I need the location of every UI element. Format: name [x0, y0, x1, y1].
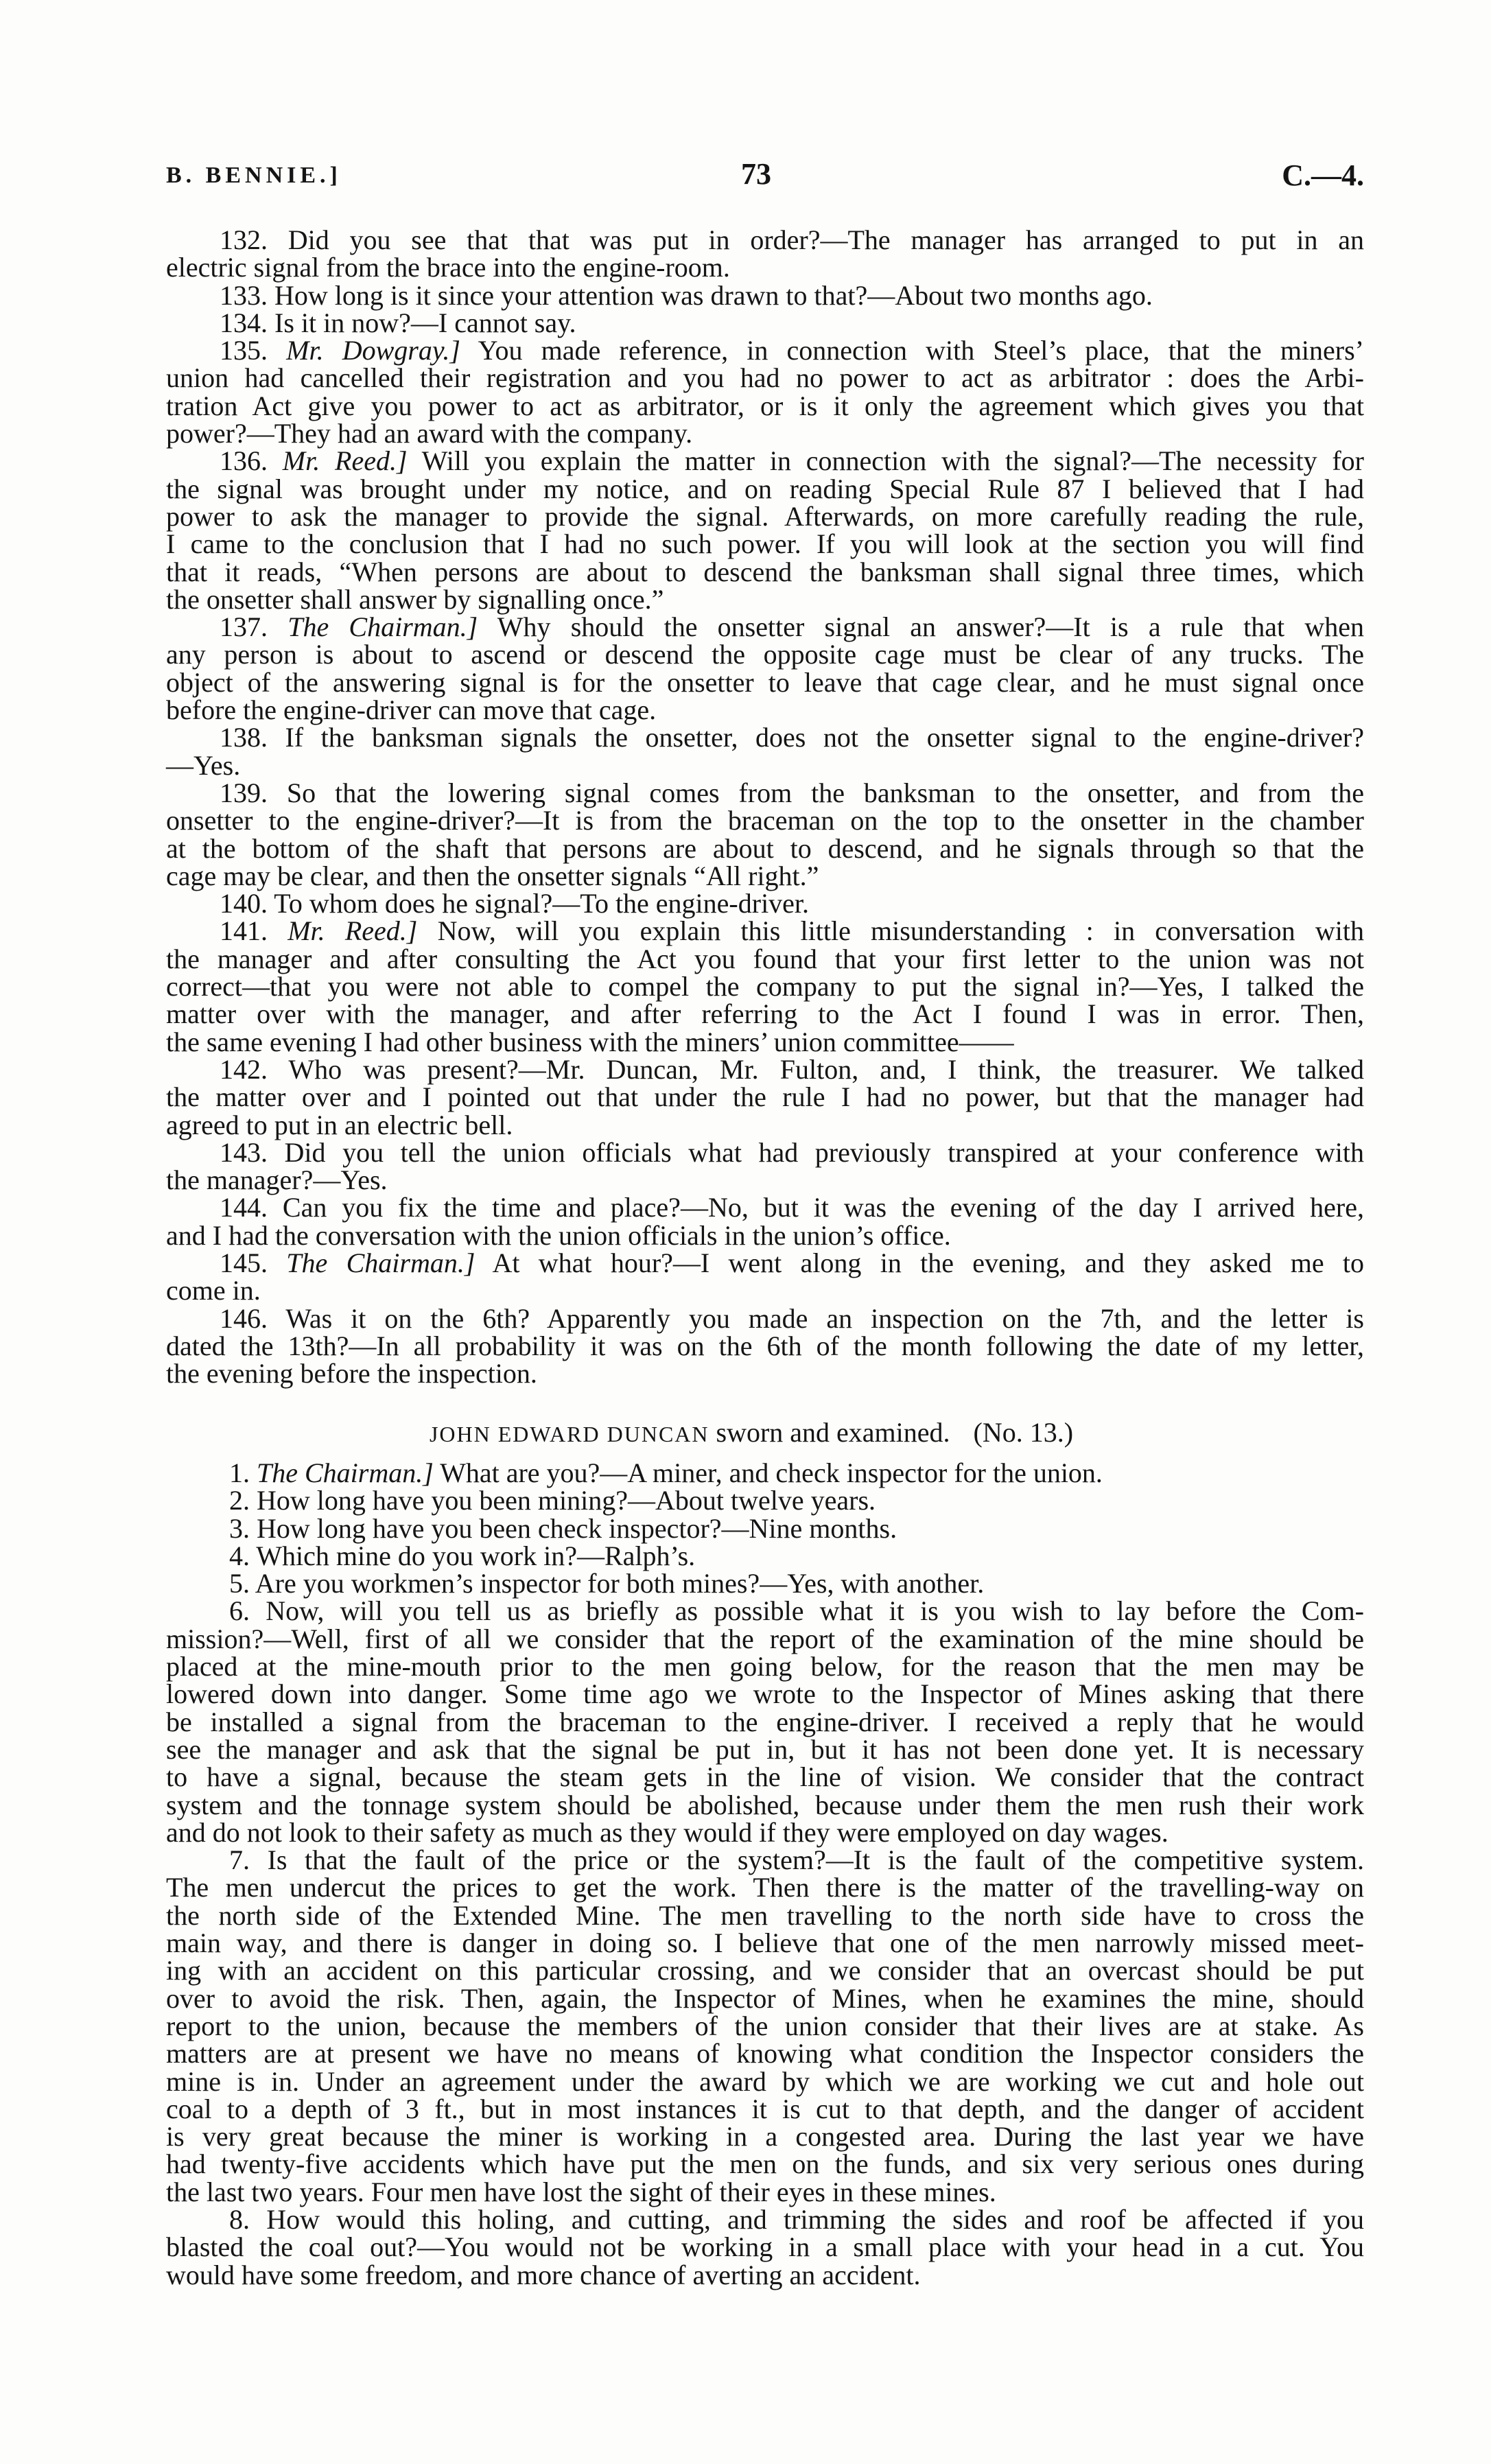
paragraph-number: 146.	[220, 1302, 268, 1334]
paragraph-number: 2.	[229, 1485, 250, 1516]
text-line	[166, 1597, 1364, 1625]
line-text: onsetter to the engine-driver?—It is from the braceman on the top to the onsetter in the chamber	[166, 805, 1364, 836]
line-text: Did you tell the union officials what had previously transpired at your conference with	[284, 1136, 1365, 1168]
paragraph-137	[166, 613, 1364, 724]
paragraph-143	[166, 1136, 1365, 1196]
paragraph-5	[166, 1570, 1364, 1597]
line-text: cage may be clear, and then the onsetter signals “All right.”	[166, 860, 819, 891]
paragraph-133	[166, 279, 1364, 311]
line-text: agreed to put in an electric bell.	[166, 1109, 513, 1140]
line-text: matters are at present we have no means of knowing what condition the Inspector considers the	[166, 2038, 1364, 2069]
text-line	[166, 917, 1364, 945]
line-text: Who was present?—Mr. Duncan, Mr. Fulton, and, I think, the treasurer. We talked	[288, 1053, 1364, 1085]
line-text: Can you fix the time and place?—No, but it was the evening of the day I arrived here,	[282, 1192, 1365, 1223]
text-line	[166, 1512, 1364, 1544]
paragraph-number: 141.	[220, 915, 268, 947]
speaker-name: Mr. Reed.]	[282, 445, 408, 477]
paragraph-144	[166, 1194, 1364, 1249]
line-text: electric signal from the brace into the engine-room.	[166, 252, 730, 283]
text-line	[166, 2204, 1364, 2236]
line-text: If the banksman signals the onsetter, does not the onsetter signal to the engine-driver?	[285, 722, 1364, 753]
line-text: mine is in. Under an agreement under the award by which we are working we cut and hole out	[166, 2065, 1364, 2097]
text-line	[166, 226, 1364, 254]
line-text: What are you?—A miner, and check inspector for the union.	[440, 1457, 1103, 1488]
line-text: Which mine do you work in?—Ralph’s.	[256, 1540, 696, 1571]
text-line	[166, 779, 1364, 807]
paragraph-number: 138.	[220, 722, 268, 753]
text-line	[166, 1846, 1364, 1874]
paragraph-146	[166, 1302, 1364, 1389]
text-line	[166, 1360, 1364, 1387]
text-line	[166, 666, 1364, 698]
text-line	[166, 807, 1364, 834]
text-line	[166, 1899, 1364, 1931]
line-text: and I had the conversation with the union officials in the union’s office.	[166, 1219, 951, 1251]
text-line	[166, 696, 1364, 724]
line-text: How long have you been check inspector?—Nine months.	[257, 1512, 897, 1544]
text-line	[166, 1706, 1364, 1737]
text-line	[166, 1623, 1364, 1654]
text-line	[166, 2150, 1364, 2178]
paragraph-number: 135.	[220, 335, 268, 366]
paragraph-number: 145.	[220, 1247, 268, 1278]
line-text: is very great because the miner is working in a congested area. During the last year we have	[166, 2121, 1364, 2152]
line-text: —Yes.	[166, 749, 241, 781]
line-text: placed at the mine-mouth prior to the men going below, for the reason that the men may be	[166, 1651, 1364, 1682]
paragraph-132	[166, 226, 1364, 282]
text-line	[166, 309, 1364, 337]
line-text: before the engine-driver can move that cage.	[166, 694, 657, 726]
text-line	[166, 1763, 1364, 1791]
paragraph-8	[166, 2206, 1364, 2289]
line-text: dated the 13th?—In all probability it was on the 6th of the month following the date of my letter,	[166, 1330, 1364, 1361]
line-text: to have a signal, because the steam gets in the line of vision. We consider that the contract	[166, 1761, 1364, 1793]
text-line	[166, 1330, 1364, 1361]
line-text: Now, will you explain this little misunderstanding : in conversation with	[437, 915, 1364, 947]
line-text: power?—They had an award with the company.	[166, 418, 693, 449]
text-line	[166, 1653, 1364, 1680]
text-line	[166, 1487, 1364, 1514]
paragraph-135	[166, 337, 1364, 447]
text-line	[166, 1957, 1364, 1984]
line-text: mission?—Well, first of all we consider that the report of the examination of the mine should be	[166, 1623, 1364, 1654]
text-line	[166, 2123, 1364, 2150]
line-text: the matter over and I pointed out that under the rule I had no power, but that the manager had	[166, 1081, 1364, 1113]
line-text: any person is about to ascend or descend the opposite cage must be clear of any trucks. The	[166, 639, 1364, 670]
paragraph-number: 133.	[220, 279, 268, 311]
line-text: union had cancelled their registration and you had no power to act as arbitrator : does the Arbi-	[166, 362, 1364, 394]
line-text: Is it in now?—I cannot say.	[274, 307, 576, 338]
paragraph-number: 143.	[220, 1136, 268, 1168]
text-line	[166, 279, 1364, 311]
paragraph-number: 137.	[220, 611, 268, 643]
text-line	[166, 1874, 1364, 1901]
text-line	[166, 1136, 1365, 1168]
line-text: the manager?—Yes.	[166, 1164, 388, 1196]
text-line	[166, 2176, 1364, 2207]
line-text: power to ask the manager to provide the signal. Afterwards, on more carefully reading the rule,	[166, 500, 1364, 532]
text-line	[166, 1026, 1364, 1057]
line-text: Are you workmen’s inspector for both mines?—Yes, with another.	[255, 1568, 985, 1599]
line-text: ing with an accident on this particular crossing, and we consider that an overcast should be put	[166, 1955, 1364, 1986]
paragraph-142	[166, 1053, 1364, 1140]
paragraph-138	[166, 724, 1364, 779]
text-line	[166, 420, 1364, 447]
line-text: that it reads, “When persons are about to descend the banksman shall signal three times, which	[166, 556, 1364, 587]
text-line	[166, 1053, 1364, 1085]
text-line	[166, 1277, 1364, 1304]
line-text: report to the union, because the members of the union consider that their lives are at stake. As	[166, 2010, 1364, 2041]
line-text: Was it on the 6th? Apparently you made an inspection on the 7th, and the letter is	[285, 1302, 1364, 1334]
text-line	[166, 1249, 1364, 1277]
paragraph-number: 3.	[229, 1512, 250, 1544]
text-line	[166, 943, 1364, 974]
text-line	[166, 392, 1364, 420]
paragraph-number: 134.	[220, 307, 268, 338]
text-line	[166, 2093, 1364, 2124]
line-text: At what hour?—I went along in the evening, and they asked me to	[492, 1247, 1365, 1278]
line-text: Now, will you tell us as briefly as possible what it is you wish to lay before the Com-	[266, 1595, 1365, 1627]
line-text: see the manager and ask that the signal be put in, but it has not been done yet. It is necessary	[166, 1733, 1364, 1765]
line-text: and do not look to their safety as much as they would if they were employed on day wages.	[166, 1816, 1169, 1848]
paragraph-141	[166, 917, 1364, 1055]
paragraph-number: 136.	[220, 445, 268, 477]
text-line	[166, 447, 1364, 475]
line-text: would have some freedom, and more chance of averting an accident.	[166, 2259, 921, 2290]
text-line	[166, 500, 1364, 532]
evidence-section-bennie	[166, 226, 1364, 1387]
text-line	[166, 583, 1364, 615]
text-line	[166, 473, 1364, 504]
paragraph-1	[166, 1459, 1364, 1487]
text-line	[166, 1302, 1364, 1334]
line-text: the signal was brought under my notice, and on reading Special Rule 87 I believed that I had	[166, 473, 1364, 504]
text-line	[166, 749, 1364, 781]
line-text: had twenty-five accidents which have put the men on the funds, and six very serious ones during	[166, 2148, 1364, 2180]
text-line	[166, 337, 1364, 364]
witness-name: JOHN EDWARD DUNCAN	[429, 1422, 709, 1446]
line-text: come in.	[166, 1275, 261, 1306]
text-line	[166, 2040, 1364, 2067]
text-line	[166, 1219, 1364, 1251]
document-number: C.—4.	[1282, 159, 1364, 192]
line-text: The men undercut the prices to get the work. Then there is the matter of the travelling-way on	[166, 1872, 1364, 1903]
speaker-name: The Chairman.]	[257, 1457, 434, 1488]
line-text: How long have you been mining?—About twelve years.	[257, 1485, 876, 1516]
text-line	[166, 1929, 1364, 1957]
text-line	[166, 2233, 1364, 2261]
paragraph-7	[166, 1846, 1364, 2206]
paragraph-145	[166, 1249, 1364, 1305]
line-text: How would this holing, and cutting, and trimming the sides and roof be affected if you	[266, 2204, 1364, 2236]
text-line	[166, 1680, 1364, 1708]
text-line	[166, 2010, 1364, 2041]
speaker-name: Mr. Dowgray.]	[286, 335, 460, 366]
paragraph-136	[166, 447, 1364, 613]
paragraph-6	[166, 1597, 1364, 1846]
running-head	[166, 156, 1364, 195]
paragraph-number: 144.	[220, 1192, 268, 1223]
witness-heading	[137, 1419, 1365, 1446]
text-line	[166, 254, 1364, 281]
paragraph-number: 139.	[220, 777, 268, 808]
line-text: system and the tonnage system should be abolished, because under them the men rush their work	[166, 1789, 1364, 1820]
text-line	[166, 890, 1364, 917]
line-text: I came to the conclusion that I had no such power. If you will look at the section you will find	[166, 528, 1364, 560]
line-text: correct—that you were not able to compel the company to put the signal in?—Yes, I talked the	[166, 971, 1364, 1002]
line-text: the evening before the inspection.	[166, 1358, 537, 1389]
paragraph-number: 132.	[220, 224, 268, 255]
line-text: coal to a depth of 3 ft., but in most instances it is cut to that depth, and the danger of accident	[166, 2093, 1364, 2124]
text-line	[166, 1570, 1364, 1597]
evidence-section-duncan	[166, 1459, 1364, 2289]
paragraph-number: 5.	[229, 1568, 250, 1599]
line-text: over to avoid the risk. Then, again, the Inspector of Mines, when he examines the mine, should	[166, 1982, 1364, 2014]
line-text: lowered down into danger. Some time ago we wrote to the Inspector of Mines asking that there	[166, 1678, 1364, 1710]
running-head-witness: B. BENNIE.]	[166, 163, 342, 188]
text-line	[166, 2259, 1364, 2290]
paragraph-number: 4.	[229, 1540, 250, 1571]
line-text: How long is it since your attention was drawn to that?—About two months ago.	[274, 279, 1153, 311]
paragraph-number: 142.	[220, 1053, 268, 1085]
line-text: be installed a signal from the braceman to the engine-driver. I received a reply that he would	[166, 1706, 1364, 1737]
line-text: the last two years. Four men have lost the sight of their eyes in these mines.	[166, 2176, 996, 2207]
paragraph-4	[166, 1542, 1364, 1570]
text-line	[166, 1000, 1364, 1028]
line-text: the north side of the Extended Mine. The men travelling to the north side have to cross the	[166, 1899, 1364, 1931]
text-line	[166, 1733, 1364, 1765]
line-text: blasted the coal out?—You would not be working in a small place with your head in a cut. You	[166, 2231, 1364, 2263]
text-line	[166, 556, 1364, 587]
paragraph-number: 7.	[229, 1844, 250, 1876]
paragraph-134	[166, 309, 1364, 337]
witness-sworn-text: sworn and examined.	[716, 1417, 950, 1448]
text-line	[166, 1982, 1364, 2014]
page-number: 73	[741, 157, 771, 191]
speaker-name: The Chairman.]	[287, 611, 478, 643]
text-line	[166, 613, 1364, 641]
line-text: Why should the onsetter signal an answer?—It is a rule that when	[497, 611, 1365, 643]
text-line	[166, 1194, 1364, 1221]
text-line	[166, 1459, 1364, 1487]
line-text: Will you explain the matter in connection with the signal?—The necessity for	[421, 445, 1364, 477]
text-line	[166, 1816, 1364, 1848]
text-line	[166, 973, 1364, 1000]
text-line	[166, 641, 1364, 668]
line-text: at the bottom of the shaft that persons are about to descend, and he signals through so that the	[166, 832, 1364, 864]
line-text: To whom does he signal?—To the engine-driver.	[274, 888, 810, 919]
line-text: You made reference, in connection with Steel’s place, that the miners’	[478, 335, 1365, 366]
text-line	[166, 1542, 1364, 1570]
line-text: the same evening I had other business with the miners’ union committee——	[166, 1026, 1014, 1057]
paragraph-number: 140.	[220, 888, 268, 919]
speaker-name: Mr. Reed.]	[287, 915, 418, 947]
paragraph-140	[166, 890, 1364, 917]
paragraph-number: 1.	[229, 1457, 250, 1488]
text-line	[166, 2065, 1364, 2097]
paragraph-number: 8.	[229, 2204, 250, 2236]
text-line	[166, 1789, 1364, 1820]
text-line	[166, 1109, 1364, 1140]
line-text: object of the answering signal is for the onsetter to leave that cage clear, and he must signal once	[166, 666, 1364, 698]
text-line	[166, 1166, 1364, 1194]
line-text: main way, and there is danger in doing so. I believe that one of the men narrowly missed meet-	[166, 1927, 1364, 1959]
line-text: So that the lowering signal comes from the banksman to the onsetter, and from the	[286, 777, 1364, 808]
paragraph-3	[166, 1512, 1364, 1544]
paragraph-number: 6.	[229, 1595, 250, 1627]
speaker-name: The Chairman.]	[286, 1247, 476, 1278]
paragraph-2	[166, 1487, 1364, 1514]
text-line	[166, 1083, 1364, 1111]
line-text: tration Act give you power to act as arbitrator, or is it only the agreement which gives you that	[166, 390, 1364, 421]
line-text: the onsetter shall answer by signalling once.”	[166, 583, 664, 615]
text-line	[166, 860, 1364, 891]
paragraph-139	[166, 779, 1364, 890]
witness-number: (No. 13.)	[973, 1417, 1074, 1448]
line-text: the manager and after consulting the Act you found that your first letter to the union was not	[166, 943, 1364, 974]
text-line	[166, 364, 1364, 392]
line-text: Is that the fault of the price or the system?—It is the fault of the competitive system.	[267, 1844, 1365, 1876]
text-line	[166, 832, 1364, 864]
line-text: Did you see that that was put in order?—The manager has arranged to put in an	[287, 224, 1364, 255]
line-text: matter over with the manager, and after referring to the Act I found I was in error. Then,	[166, 998, 1364, 1030]
text-line	[166, 724, 1364, 751]
text-line	[166, 530, 1364, 558]
